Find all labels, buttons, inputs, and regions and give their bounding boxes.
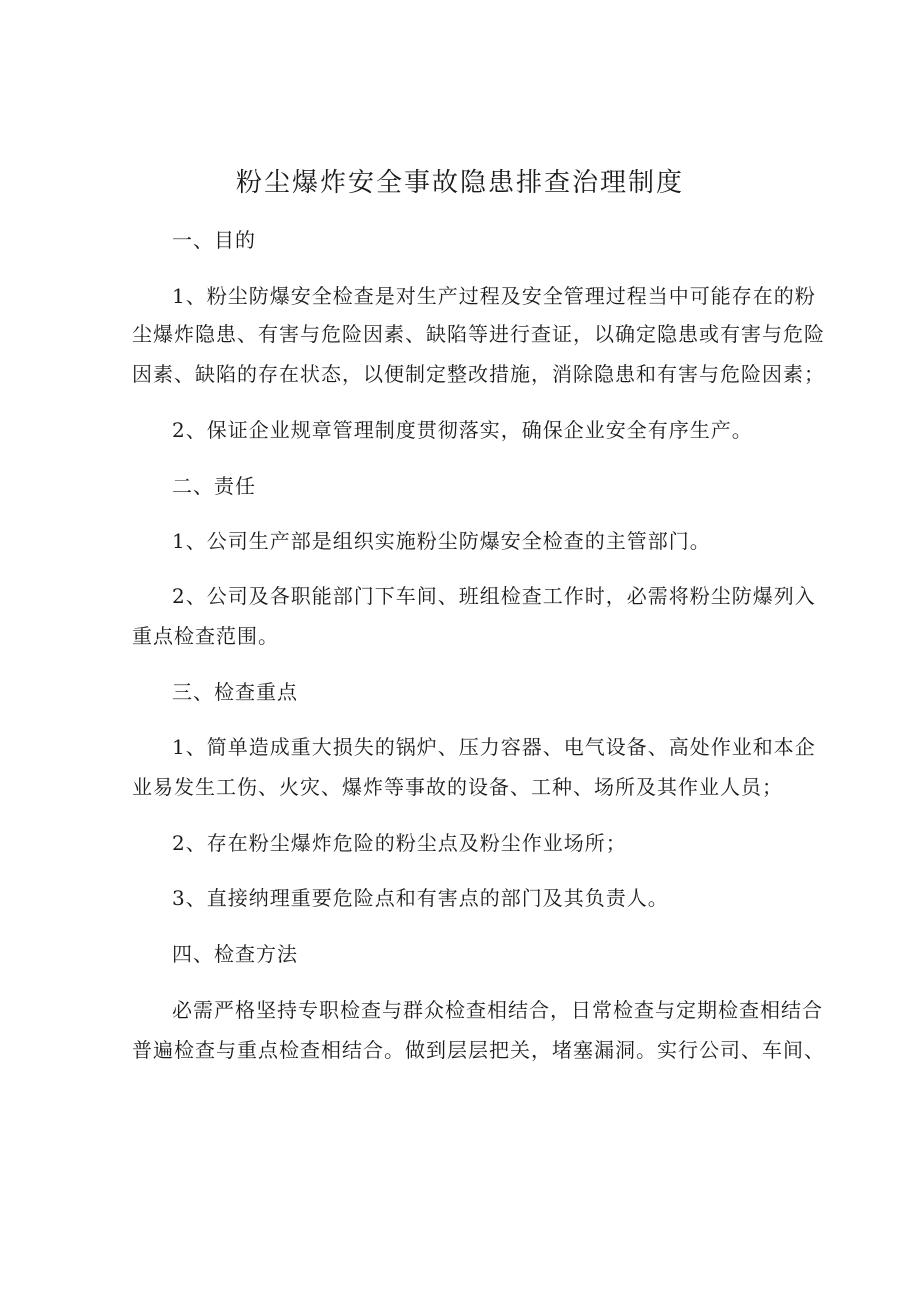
section-heading-inspection-focus: 三、检查重点 xyxy=(172,680,298,704)
section-heading-inspection-method: 四、检查方法 xyxy=(172,942,298,966)
section-heading-purpose: 一、目的 xyxy=(172,228,256,252)
paragraph-line: 必需严格坚持专职检查与群众检查相结合，日常检查与定期检查相结合 xyxy=(172,998,823,1022)
paragraph-line: 因素、缺陷的存在状态，以便制定整改措施，消除隐患和有害与危险因素； xyxy=(132,362,825,386)
paragraph-line: 2、保证企业规章管理制度贯彻落实，确保企业安全有序生产。 xyxy=(172,418,753,442)
paragraph-line: 2、公司及各职能部门下车间、班组检查工作时，必需将粉尘防爆列入 xyxy=(172,584,816,608)
paragraph-line: 1、粉尘防爆安全检查是对生产过程及安全管理过程当中可能存在的粉 xyxy=(172,284,816,308)
paragraph-line: 重点检查范围。 xyxy=(132,624,279,648)
paragraph-line: 3、直接纳理重要危险点和有害点的部门及其负责人。 xyxy=(172,886,669,910)
paragraph-line: 1、公司生产部是组织实施粉尘防爆安全检查的主管部门。 xyxy=(172,529,711,553)
section-heading-responsibility: 二、责任 xyxy=(172,474,256,498)
paragraph-line: 普遍检查与重点检查相结合。做到层层把关，堵塞漏洞。实行公司、车间、 xyxy=(132,1038,825,1062)
paragraph-line: 2、存在粉尘爆炸危险的粉尘点及粉尘作业场所； xyxy=(172,831,627,855)
document-title: 粉尘爆炸安全事故隐患排查治理制度 xyxy=(235,168,684,198)
paragraph-line: 业易发生工伤、火灾、爆炸等事故的设备、工种、场所及其作业人员； xyxy=(132,775,783,799)
paragraph-line: 尘爆炸隐患、有害与危险因素、缺陷等进行查证，以确定隐患或有害与危险 xyxy=(132,322,825,346)
paragraph-line: 1、简单造成重大损失的锅炉、压力容器、电气设备、高处作业和本企 xyxy=(172,735,816,759)
